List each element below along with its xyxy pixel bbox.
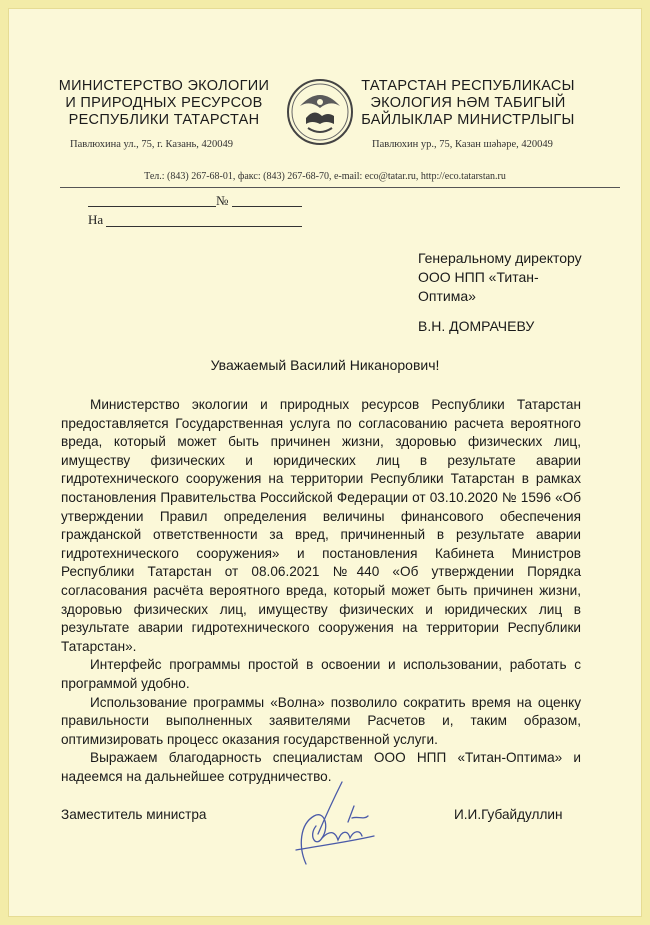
body-paragraph: Министерство экологии и природных ресурсов Республики Татарстан предоставляется Государственная услуга по согласованию расчета вероятного вреда, который может быть причинен жизни, здоровью физических лиц, имуществу физических и юридических лиц в результате аварии гидротехнического сооружения на территории Республики Татарстан в рамках постановления Правительства Российской Федерации от 03.10.2020 № 1596 «Об утверждении Правил определения величины финансового обеспечения гражданской ответственности за вред, причиненный в результате аварии гидротехнического сооружения» и постановления Кабинета Министров Республики Татарстан от 08.06.2021 №440 «Об утверждении Порядка согласования расчёта вероятного вреда, который может быть причинен жизни, здоровью физических лиц, имуществу физических и юридических лиц в результате аварии гидротехнического сооружения на территории Республики Татарстан». (61, 397, 581, 654)
contact-line: Тел.: (843) 267-68-01, факс: (843) 267-68-70, e-mail: eco@tatar.ru, http://eco.tatarstan.ru (144, 171, 506, 182)
tatarstan-emblem-icon (286, 78, 354, 146)
on-label: На (88, 212, 104, 227)
body-paragraph: Выражаем благодарность специалистам ООО НПП «Титан-Оптима» и надеемся на дальнейшее сотрудничество. (61, 750, 581, 784)
ministry-address-tt: Павлюхин ур., 75, Казан шәһәре, 420049 (372, 139, 553, 150)
ministry-name-tt-line: ТАТАРСТАН РЕСПУБЛИКАСЫ (361, 78, 575, 94)
ministry-name-tt-line: БАЙЛЫКЛАР МИНИСТРЛЫГЫ (361, 112, 575, 128)
ministry-name-ru (44, 78, 284, 129)
body-paragraph: Использование программы «Волна» позволило сократить время на оценку правильности выполненных заявителями Расчетов и, таким образом, оптимизировать процесс оказания государственной услуги. (61, 694, 581, 747)
addressee-line: Оптима» (418, 288, 476, 304)
number-sign: № (216, 193, 229, 208)
ministry-name-ru-line: И ПРИРОДНЫХ РЕСУРСОВ (65, 95, 263, 111)
signatory-name: И.И.Губайдуллин (454, 807, 563, 822)
addressee-name: В.Н. ДОМРАЧЕВУ (418, 318, 535, 334)
ministry-name-ru-line: МИНИСТЕРСТВО ЭКОЛОГИИ (58, 78, 270, 94)
ministry-name-tt (352, 78, 584, 129)
ministry-name-ru-line: РЕСПУБЛИКИ ТАТАРСТАН (68, 112, 260, 128)
body-paragraph: Интерфейс программы простой в освоении и использовании, работать с программой удобно. (61, 657, 581, 691)
letter-body (61, 396, 581, 786)
on-blank (106, 226, 302, 227)
addressee-line: Генеральному директору (418, 250, 582, 266)
ministry-name-tt-line: ЭКОЛОГИЯ ҺӘМ ТАБИГЫЙ (370, 95, 566, 111)
addressee-block (418, 249, 608, 306)
addressee-line: ООО НПП «Титан- (418, 269, 539, 285)
salutation: Уважаемый Василий Никанорович! (210, 357, 440, 373)
signatory-title: Заместитель министра (61, 807, 207, 822)
date-blank (88, 206, 216, 207)
header-divider (60, 187, 620, 188)
ministry-address-ru: Павлюхина ул., 75, г. Казань, 420049 (70, 139, 234, 150)
number-blank (232, 206, 302, 207)
handwritten-signature (278, 776, 388, 876)
